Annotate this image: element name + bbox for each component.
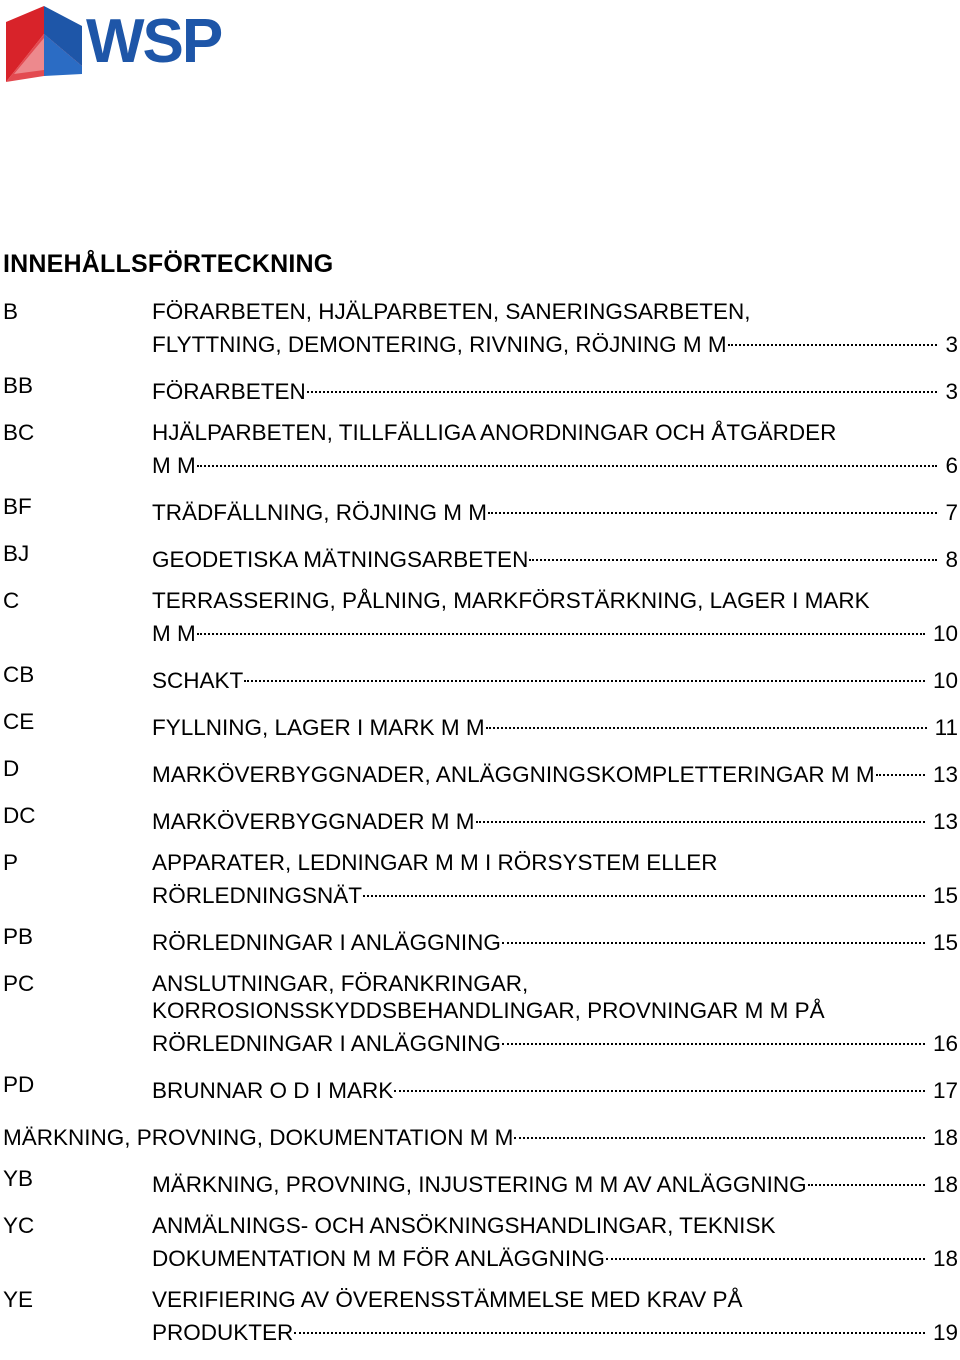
toc-entry-code: PC — [3, 971, 35, 996]
toc-entry[interactable] — [3, 298, 958, 358]
toc-entry-line: FÖRARBETEN, HJÄLPARBETEN, SANERINGSARBETEN, — [152, 299, 751, 324]
toc-entry-line: ANMÄLNINGS- OCH ANSÖKNINGSHANDLINGAR, TEKNISK — [152, 1213, 776, 1238]
toc-entry-code: BF — [3, 494, 32, 519]
dot-leader — [363, 876, 925, 903]
toc-entry-page-number: 18 — [932, 1125, 958, 1150]
dot-leader — [244, 661, 925, 688]
toc-entry-title-line — [152, 876, 958, 909]
toc-entry-page-number: 13 — [932, 809, 958, 834]
toc-entry-line: APPARATER, LEDNINGAR M M I RÖRSYSTEM ELLER — [152, 850, 718, 875]
toc-entry-title-line — [152, 1024, 958, 1057]
toc-entry-title: SCHAKT — [152, 668, 244, 693]
toc-entry[interactable] — [3, 970, 958, 1057]
toc-entry-page-number: 18 — [932, 1172, 958, 1197]
toc-entry-title: FYLLNING, LAGER I MARK M M — [152, 715, 485, 740]
toc-entry-page-number: 10 — [932, 668, 958, 693]
toc-entry-title: M M — [152, 621, 196, 646]
toc-entry-title: MARKÖVERBYGGNADER M M — [152, 809, 475, 834]
toc-entry-page-number: 19 — [932, 1320, 958, 1345]
toc-entry-page-number: 8 — [945, 547, 958, 572]
toc-entry-title-line — [152, 614, 958, 647]
toc-entry-line: TERRASSERING, PÅLNING, MARKFÖRSTÄRKNING, LAGER I MARK — [152, 588, 870, 613]
toc-entry[interactable] — [3, 708, 958, 741]
toc-entry-text — [152, 587, 958, 647]
toc-entry-title-line — [152, 923, 958, 956]
toc-entry-title: MÄRKNING, PROVNING, DOKUMENTATION M M — [3, 1125, 514, 1150]
dot-leader — [876, 755, 925, 782]
toc-entry-page-number: 15 — [932, 883, 958, 908]
toc-entry-title-line — [152, 372, 958, 405]
toc-entry[interactable] — [3, 802, 958, 835]
dot-leader — [476, 802, 925, 829]
dot-leader — [197, 446, 938, 473]
toc-entry-title: PRODUKTER — [152, 1320, 294, 1345]
toc-entry-title: RÖRLEDNINGSNÄT — [152, 883, 363, 908]
toc-entry-text — [152, 540, 958, 573]
toc-entry[interactable] — [3, 1118, 958, 1151]
toc-entry-title-line — [152, 540, 958, 573]
toc-entry[interactable] — [3, 661, 958, 694]
toc-entry-title: M M — [152, 453, 196, 478]
toc-entry-text — [3, 1118, 958, 1151]
toc-entry-text — [152, 372, 958, 405]
toc-entry-title: DOKUMENTATION M M FÖR ANLÄGGNING — [152, 1246, 605, 1271]
toc-entry-line: HJÄLPARBETEN, TILLFÄLLIGA ANORDNINGAR OCH ÅTGÄRDER — [152, 420, 837, 445]
toc-entry-line: KORROSIONSSKYDDSBEHANDLINGAR, PROVNINGAR M M PÅ — [152, 998, 825, 1023]
toc-entry-title-line — [3, 1118, 958, 1151]
toc-entry-title-line — [152, 1313, 958, 1346]
toc-entry-title-line — [152, 708, 958, 741]
toc-entry-page-number: 18 — [932, 1246, 958, 1271]
toc-entry-title: FLYTTNING, DEMONTERING, RIVNING, RÖJNING M M — [152, 332, 727, 357]
toc-entry-title: TRÄDFÄLLNING, RÖJNING M M — [152, 500, 488, 525]
table-of-contents — [3, 298, 958, 1360]
toc-entry-code: PD — [3, 1072, 35, 1097]
toc-entry-page-number: 11 — [934, 715, 958, 740]
toc-entry-text — [152, 970, 958, 1057]
toc-entry-code: YB — [3, 1166, 34, 1191]
dot-leader — [728, 325, 938, 352]
dot-leader — [514, 1118, 925, 1145]
dot-leader — [307, 372, 938, 399]
toc-entry[interactable] — [3, 755, 958, 788]
toc-entry-text — [152, 419, 958, 479]
toc-entry-text — [152, 923, 958, 956]
toc-entry-text — [152, 493, 958, 526]
toc-entry-code: P — [3, 850, 19, 875]
toc-entry[interactable] — [3, 1212, 958, 1272]
toc-entry[interactable] — [3, 1071, 958, 1104]
toc-entry-title-line — [152, 1239, 958, 1272]
toc-entry-code: CB — [3, 662, 35, 687]
toc-entry-text — [152, 802, 958, 835]
dot-leader — [486, 708, 927, 735]
toc-entry-title-line — [152, 661, 958, 694]
toc-entry-title-line — [152, 1165, 958, 1198]
toc-entry-code: PB — [3, 924, 34, 949]
toc-entry[interactable] — [3, 540, 958, 573]
toc-entry-text — [152, 1212, 958, 1272]
toc-entry-title-line — [152, 1071, 958, 1104]
toc-entry-code: YC — [3, 1213, 35, 1238]
toc-entry-text — [152, 708, 958, 741]
toc-entry[interactable] — [3, 923, 958, 956]
toc-entry[interactable] — [3, 587, 958, 647]
toc-entry-title-line — [152, 446, 958, 479]
toc-entry-title: RÖRLEDNINGAR I ANLÄGGNING — [152, 1031, 501, 1056]
toc-entry-title: RÖRLEDNINGAR I ANLÄGGNING — [152, 930, 501, 955]
toc-entry-page-number: 17 — [932, 1078, 958, 1103]
toc-entry-code: BJ — [3, 541, 30, 566]
toc-entry-title-line — [152, 493, 958, 526]
toc-entry-title: BRUNNAR O D I MARK — [152, 1078, 394, 1103]
dot-leader — [529, 540, 937, 567]
toc-entry-title: MARKÖVERBYGGNADER, ANLÄGGNINGSKOMPLETTERINGAR M M — [152, 762, 875, 787]
toc-entry-text — [152, 849, 958, 909]
toc-entry-text — [152, 755, 958, 788]
toc-entry-text — [152, 1071, 958, 1104]
toc-entry-page-number: 16 — [932, 1031, 958, 1056]
toc-entry[interactable] — [3, 372, 958, 405]
toc-entry-text — [152, 1286, 958, 1346]
toc-entry-title-line — [152, 755, 958, 788]
toc-entry[interactable] — [3, 849, 958, 909]
toc-entry-code: CE — [3, 709, 35, 734]
dot-leader — [808, 1165, 925, 1192]
wsp-logo-graphic — [4, 4, 254, 86]
toc-entry-page-number: 10 — [932, 621, 958, 646]
toc-entry-title-line — [152, 802, 958, 835]
toc-entry-text — [152, 1165, 958, 1198]
toc-entry-page-number: 6 — [945, 453, 958, 478]
toc-entry-title: FÖRARBETEN — [152, 379, 306, 404]
toc-entry-code: YE — [3, 1287, 34, 1312]
toc-entry-code: BB — [3, 373, 34, 398]
toc-entry-title-line — [152, 325, 958, 358]
dot-leader — [488, 493, 937, 520]
toc-entry-page-number: 13 — [932, 762, 958, 787]
toc-entry-page-number: 3 — [945, 379, 958, 404]
toc-entry-text — [152, 661, 958, 694]
toc-entry-title: MÄRKNING, PROVNING, INJUSTERING M M AV ANLÄGGNING — [152, 1172, 807, 1197]
toc-entry-code: C — [3, 588, 20, 613]
toc-entry-page-number: 3 — [945, 332, 958, 357]
svg-text:WSP: WSP — [86, 7, 222, 76]
toc-entry[interactable] — [3, 493, 958, 526]
toc-entry-code: D — [3, 756, 20, 781]
toc-entry-code: B — [3, 299, 19, 324]
toc-heading: INNEHÅLLSFÖRTECKNING — [3, 250, 334, 278]
toc-entry-page-number: 7 — [945, 500, 958, 525]
toc-entry-code: DC — [3, 803, 36, 828]
toc-entry-code: BC — [3, 420, 35, 445]
dot-leader — [294, 1313, 925, 1340]
toc-entry-page-number: 15 — [932, 930, 958, 955]
toc-entry-line: VERIFIERING AV ÖVERENSSTÄMMELSE MED KRAV PÅ — [152, 1287, 743, 1312]
toc-entry[interactable] — [3, 1286, 958, 1346]
toc-entry-line: ANSLUTNINGAR, FÖRANKRINGAR, — [152, 971, 529, 996]
dot-leader — [502, 923, 925, 950]
dot-leader — [394, 1071, 925, 1098]
toc-entry-text — [152, 298, 958, 358]
dot-leader — [606, 1239, 925, 1266]
wsp-logo — [4, 4, 254, 86]
dot-leader — [197, 614, 925, 641]
toc-entry[interactable] — [3, 1165, 958, 1198]
toc-entry[interactable] — [3, 419, 958, 479]
dot-leader — [502, 1024, 925, 1051]
toc-entry-title: GEODETISKA MÄTNINGSARBETEN — [152, 547, 529, 572]
